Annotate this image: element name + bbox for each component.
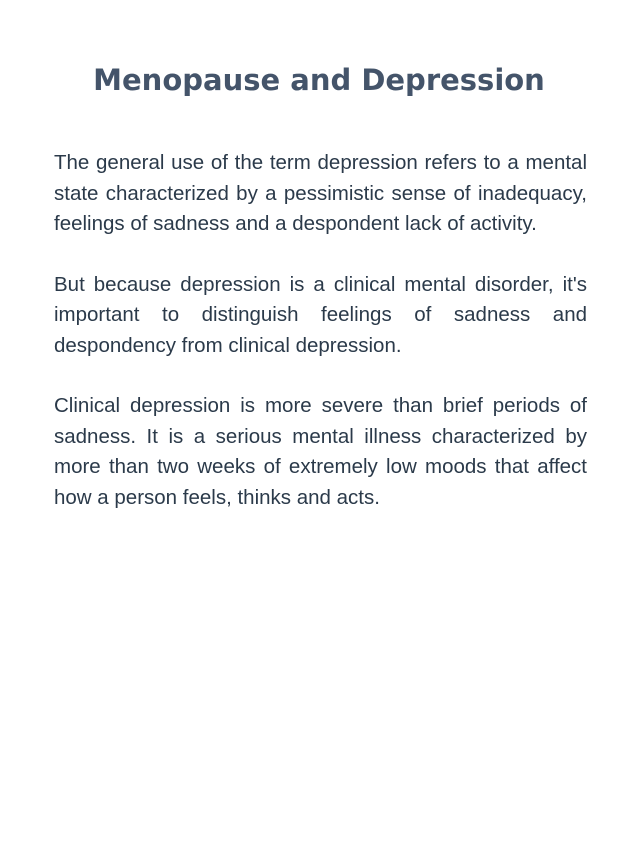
paragraph-clinical-depression: Clinical depression is more severe than brief periods of sadness. It is a serious mental illness characterized by more than two weeks of extremely low moods that affect how a person feels, thinks and acts. (54, 394, 587, 509)
body-text (54, 148, 587, 543)
paragraph-distinction: But because depression is a clinical mental disorder, it's important to distinguish feelings of sadness and despondency from clinical depression. (54, 272, 587, 357)
paragraph-definition: The general use of the term depression refers to a mental state characterized by a pessimistic sense of inadequacy, feelings of sadness and a despondent lack of activity. (54, 151, 587, 235)
page-title: Menopause and Depression (93, 63, 545, 97)
